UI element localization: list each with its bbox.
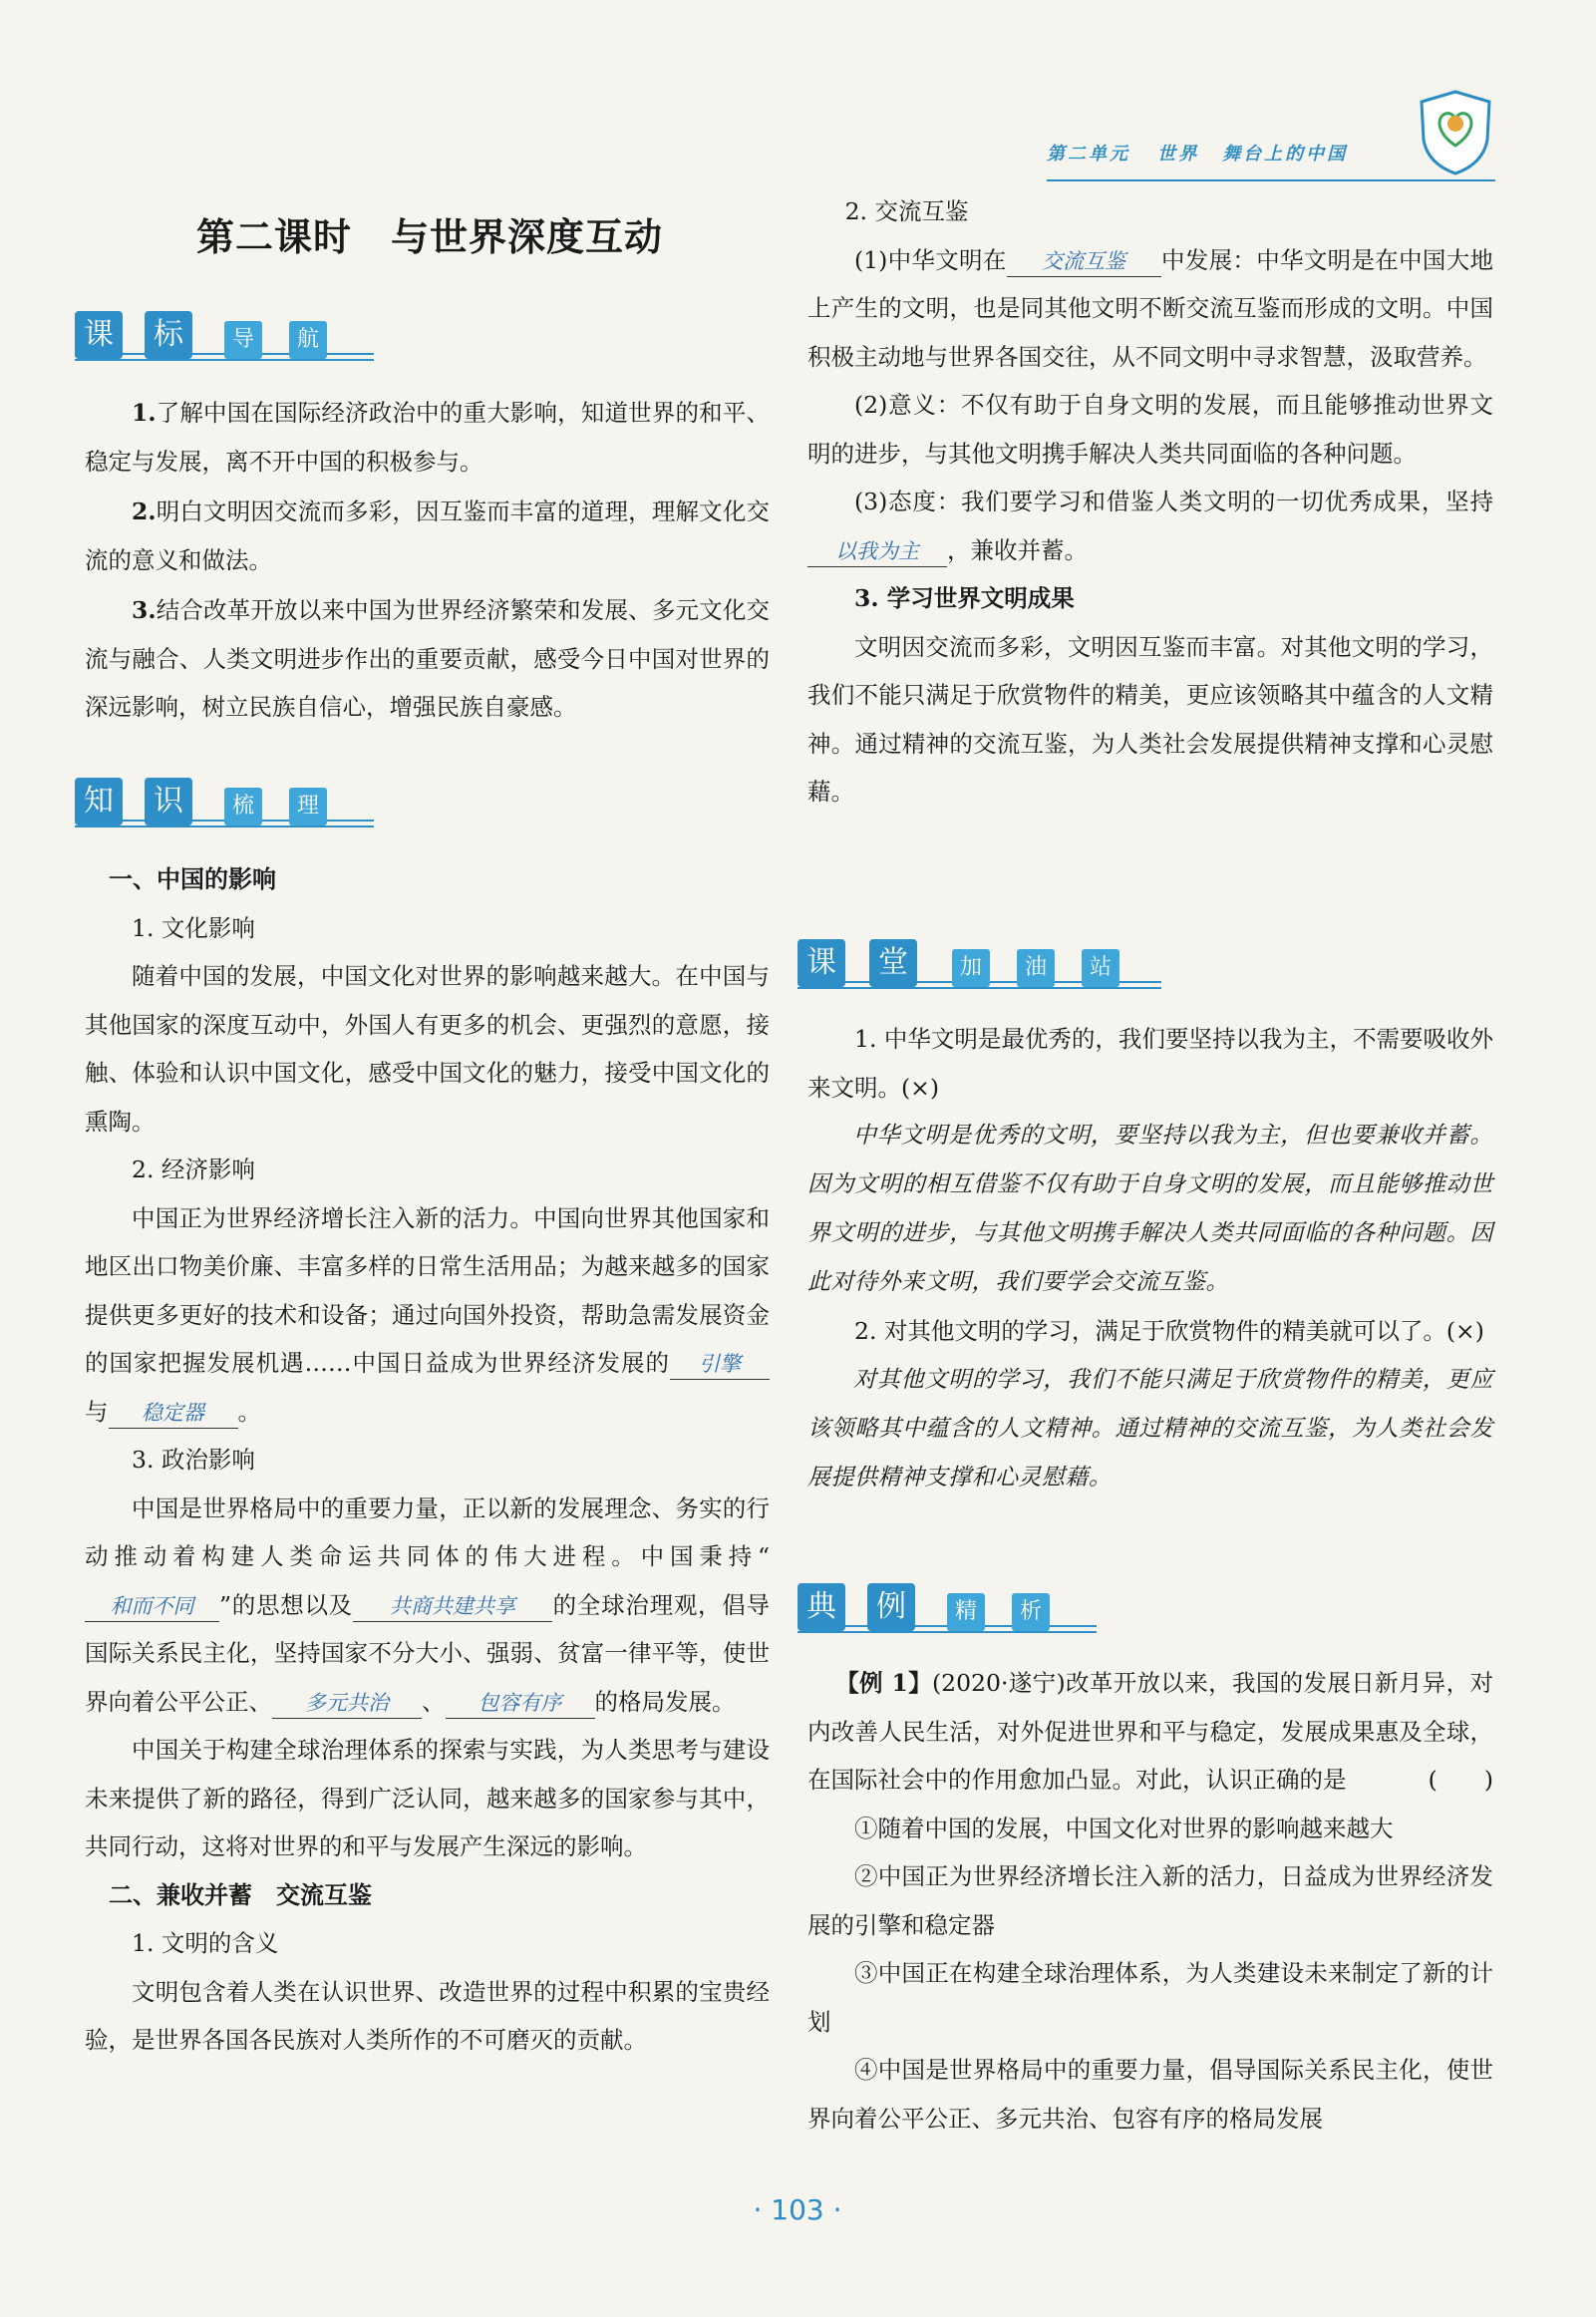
paragraph: (1)中华文明在 交流互鉴 中发展：中华文明是在中国大地上产生的文明，也是同其他文明不断交流互鉴而形成的文明。中国积极主动地与世界各国交往，从不同文明中寻求智慧，汲取营养。 [807, 245, 1493, 371]
banner-char: 课 [798, 939, 845, 987]
question: 1. 中华文明是最优秀的，我们要坚持以我为主，不需要吸收外来文明。(×) [807, 1025, 1493, 1102]
paragraph: (3)态度：我们要学习和借鉴人类文明的一切优秀成果，坚持以我为主 ，兼收并蓄。 [807, 478, 1493, 574]
banner-char: 站 [1082, 949, 1119, 987]
section-title: 二、兼收并蓄 交流互鉴 [109, 1880, 372, 1909]
option: ④中国是世界格局中的重要力量，倡导国际关系民主化，使世界向着公平公正、多元共治、包容有序的格局发展 [807, 2056, 1493, 2133]
lesson-title: 第二课时 与世界深度互动 [196, 214, 664, 259]
knowledge-left [85, 855, 770, 2065]
paragraph: 文明因交流而多彩，文明因互鉴而丰富。对其他文明的学习，我们不能只满足于欣赏物件的精美，更应该领略其中蕴含的人文精神。通过精神的交流互鉴，为人类社会发展提供精神支撑和心灵慰藉。 [807, 632, 1493, 806]
banner-char: 加 [952, 949, 990, 987]
logo-icon [1416, 88, 1495, 177]
answer: 对其他文明的学习，我们不能只满足于欣赏物件的精美，更应该领略其中蕴含的人文精神。通过精神的交流互鉴，为人类社会发展提供精神支撑和心灵慰藉。 [807, 1366, 1493, 1490]
standard-1: 1.了解中国在国际经济政治中的重大影响，知道世界的和平、稳定与发展，离不开中国的积极参与。 [85, 399, 770, 476]
example-section [807, 1659, 1493, 2143]
banner-char: 课 [75, 311, 123, 359]
paragraph: 中国关于构建全球治理体系的探索与实践，为人类思考与建设未来提供了新的路径，得到广泛认同，越来越多的国家参与其中，共同行动，这将对世界的和平与发展产生深远的影响。 [85, 1736, 770, 1860]
header-title-1: 世界 [1157, 144, 1200, 165]
banner-example [798, 1581, 1097, 1639]
banner-char: 航 [289, 321, 327, 359]
fill-blank: 稳定器 [109, 1398, 238, 1429]
example-stem: 【例 1】(2020·遂宁)改革开放以来，我国的发展日新月异，对内改善人民生活，对外促进世界和平与稳定，发展成果惠及全球，在国际社会中的作用愈加凸显。对此，认识正确的是 ( ) [807, 1659, 1493, 1805]
option: ①随着中国的发展，中国文化对世界的影响越来越大 [854, 1814, 1394, 1842]
header-title-2: 舞台上的中国 [1222, 144, 1349, 165]
standard-2: 2.明白文明因交流而多彩，因互鉴而丰富的道理，理解文化交流的意义和做法。 [85, 497, 770, 574]
right-column [807, 187, 1493, 817]
banner-char: 例 [867, 1583, 915, 1631]
left-column [85, 389, 770, 732]
subsection-title: 2. 经济影响 [132, 1156, 255, 1183]
page-number: · 103 · [753, 2193, 842, 2226]
fill-blank: 多元共治 [272, 1688, 422, 1719]
classroom-section [807, 1015, 1493, 1502]
fill-blank: 共商共建共享 [353, 1591, 552, 1622]
subsection-title: 3. 政治影响 [132, 1446, 255, 1474]
subsection-title: 1. 文化影响 [132, 913, 255, 942]
question: 2. 对其他文明的学习，满足于欣赏物件的精美就可以了。(×) [854, 1317, 1484, 1345]
paragraph: 中国是世界格局中的重要力量，正以新的发展理念、务实的行动推动着构建人类命运共同体的伟大进程。中国秉持“和而不同 ”的思想以及 共商共建共享 的全球治理观，倡导国际关系民主化，坚持国家不分大小、强弱、贫富一律平等，使世界向着公平公正、 多元共治 、 包容有序 的格局发展。 [85, 1485, 770, 1727]
standard-3: 3.结合改革开放以来中国为世界经济繁荣和发展、多元文化交流与融合、人类文明进步作出的重要贡献，感受今日中国对世界的深远影响，树立民族自信心，增强民族自豪感。 [85, 596, 770, 721]
answer: 中华文明是优秀的文明，要坚持以我为主，但也要兼收并蓄。因为文明的相互借鉴不仅有助于自身文明的发展，而且能够推动世界文明的进步，与其他文明携手解决人类共同面临的各种问题。因此对待外来文明，我们要学会交流互鉴。 [807, 1123, 1493, 1295]
option: ②中国正为世界经济增长注入新的活力，日益成为世界经济发展的引擎和稳定器 [807, 1862, 1493, 1939]
header-unit: 第二单元 [1047, 144, 1130, 165]
paragraph: 中国正为世界经济增长注入新的活力。中国向世界其他国家和地区出口物美价廉、丰富多样的日常生活用品；为越来越多的国家提供更多更好的技术和设备；通过向国外投资，帮助急需发展资金的国家把握发展机遇……中国日益成为世界经济发展的 引擎与 稳定器 。 [85, 1194, 770, 1437]
banner-char: 理 [289, 788, 327, 826]
fill-blank: 包容有序 [446, 1688, 595, 1719]
banner-char: 识 [145, 778, 192, 826]
subsection-title: 2. 交流互鉴 [844, 197, 969, 225]
option: ③中国正在构建全球治理体系，为人类建设未来制定了新的计划 [807, 1959, 1493, 2036]
subsection-title: 3. 学习世界文明成果 [854, 584, 1075, 612]
fill-blank: 以我为主 [807, 536, 947, 567]
banner-char: 知 [75, 778, 123, 826]
banner-char: 标 [145, 311, 192, 359]
section-title: 一、中国的影响 [109, 865, 276, 893]
banner-char: 导 [224, 321, 262, 359]
fill-blank: 引擎 [670, 1349, 770, 1380]
banner-char: 典 [798, 1583, 845, 1631]
subsection-title: 1. 文明的含义 [132, 1929, 279, 1957]
banner-standards [75, 309, 374, 367]
banner-classroom [798, 937, 1161, 995]
header-rule [1047, 179, 1495, 181]
fill-blank: 交流互鉴 [1007, 246, 1161, 277]
paragraph: (2)意义：不仅有助于自身文明的发展，而且能够推动世界文明的进步，与其他文明携手解决人类共同面临的各种问题。 [807, 391, 1493, 468]
banner-char: 精 [947, 1593, 985, 1631]
banner-char: 油 [1017, 949, 1055, 987]
paragraph: 随着中国的发展，中国文化对世界的影响越来越大。在中国与其他国家的深度互动中，外国人有更多的机会、更强烈的意愿，接触、体验和认识中国文化，感受中国文化的魅力，接受中国文化的熏陶。 [85, 962, 770, 1136]
answer-paren: ( ) [1428, 1766, 1493, 1794]
paragraph: 文明包含着人类在认识世界、改造世界的过程中积累的宝贵经验，是世界各国各民族对人类所作的不可磨灭的贡献。 [85, 1977, 770, 2054]
fill-blank: 和而不同 [85, 1591, 219, 1622]
banner-char: 梳 [224, 788, 262, 826]
banner-char: 堂 [869, 939, 917, 987]
banner-knowledge [75, 776, 374, 833]
example-tag: 【例 1】 [835, 1669, 932, 1697]
banner-char: 析 [1012, 1593, 1050, 1631]
